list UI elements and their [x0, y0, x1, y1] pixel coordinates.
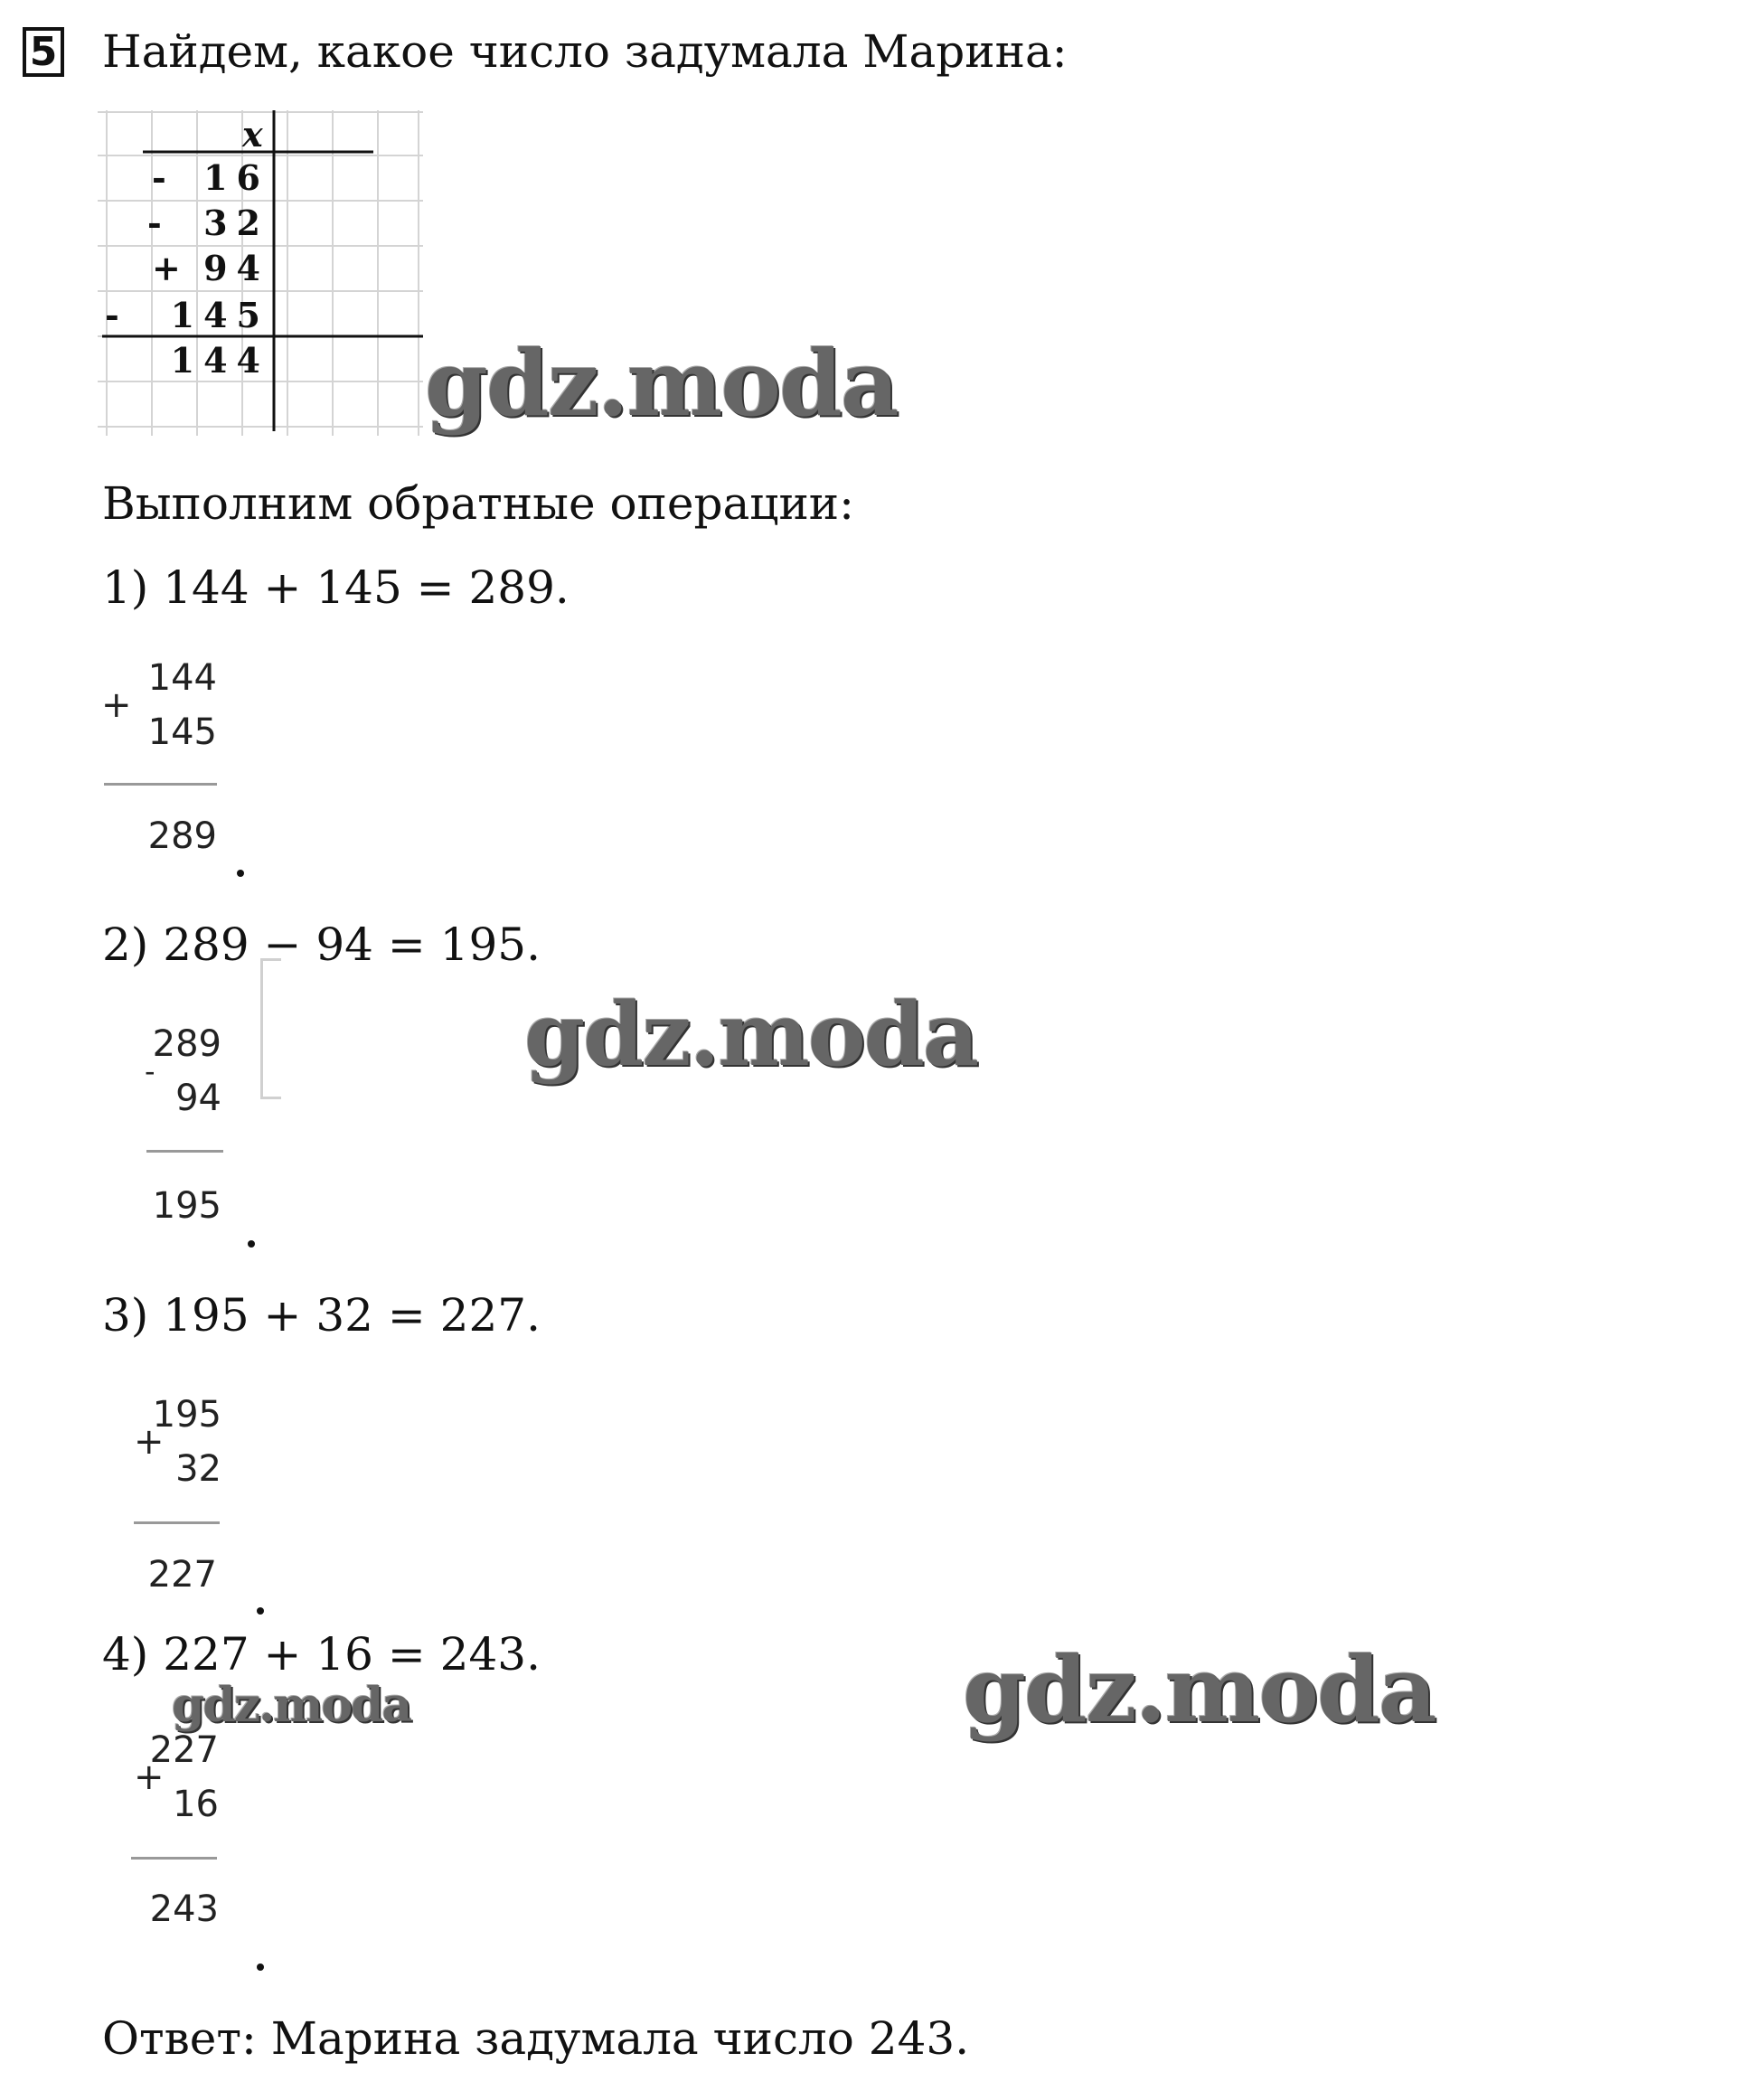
grid-sign: -	[147, 202, 162, 243]
step-2-top: 289	[152, 1023, 221, 1065]
task-title: Найдем, какое число задумала Марина:	[102, 25, 1068, 78]
step-4-sign: +	[134, 1756, 165, 1798]
answer-text: Ответ: Марина задумала число 243.	[102, 2012, 970, 2065]
step-3-rule	[134, 1521, 220, 1524]
step-1-bottom: 145	[147, 711, 217, 753]
step-1-rule	[104, 783, 217, 786]
step-1-dot	[237, 870, 244, 877]
step-3-result: 227	[147, 1554, 217, 1596]
step-2-equation: 2) 289 − 94 = 195.	[102, 918, 541, 971]
watermark-small: gdz.moda	[172, 1678, 411, 1733]
grid-sign: +	[152, 248, 181, 288]
step-2-rule	[146, 1150, 223, 1153]
grid-result: 144	[170, 340, 269, 381]
step-3-dot	[257, 1607, 264, 1615]
step-4-result: 243	[149, 1888, 219, 1930]
step-4-rule	[131, 1857, 217, 1860]
step-4-equation: 4) 227 + 16 = 243.	[102, 1628, 541, 1681]
grid-sign: -	[152, 157, 166, 198]
step-4-dot	[257, 1963, 264, 1971]
step-2-dot	[248, 1240, 255, 1248]
watermark: gdz.moda	[524, 984, 978, 1086]
intro-text: Выполним обратные операции:	[102, 477, 854, 530]
step-3-equation: 3) 195 + 32 = 227.	[102, 1289, 541, 1342]
grid-value: 94	[203, 248, 269, 288]
watermark-fragment	[260, 958, 281, 1099]
step-1-sign: +	[101, 684, 132, 726]
grid-value: 145	[170, 295, 269, 335]
step-3-top: 195	[152, 1394, 221, 1436]
step-2-sign: -	[145, 1054, 155, 1088]
step-2-result: 195	[152, 1185, 221, 1227]
step-1-result: 289	[147, 815, 217, 857]
watermark: gdz.moda	[963, 1636, 1436, 1743]
step-4-bottom: 16	[173, 1784, 219, 1825]
grid-scheme	[98, 110, 423, 436]
step-1-top: 144	[147, 657, 217, 699]
step-2-bottom: 94	[175, 1078, 221, 1119]
grid-value: 32	[203, 202, 269, 243]
step-3-bottom: 32	[175, 1448, 221, 1490]
grid-sign: -	[105, 295, 119, 335]
grid-header-x: x	[242, 114, 263, 155]
step-1-equation: 1) 144 + 145 = 289.	[102, 561, 570, 614]
step-3-sign: +	[134, 1421, 165, 1463]
step-4-top: 227	[149, 1729, 219, 1771]
watermark: gdz.moda	[425, 330, 898, 437]
task-number-box: 5	[23, 27, 64, 77]
grid-value: 16	[203, 157, 269, 198]
